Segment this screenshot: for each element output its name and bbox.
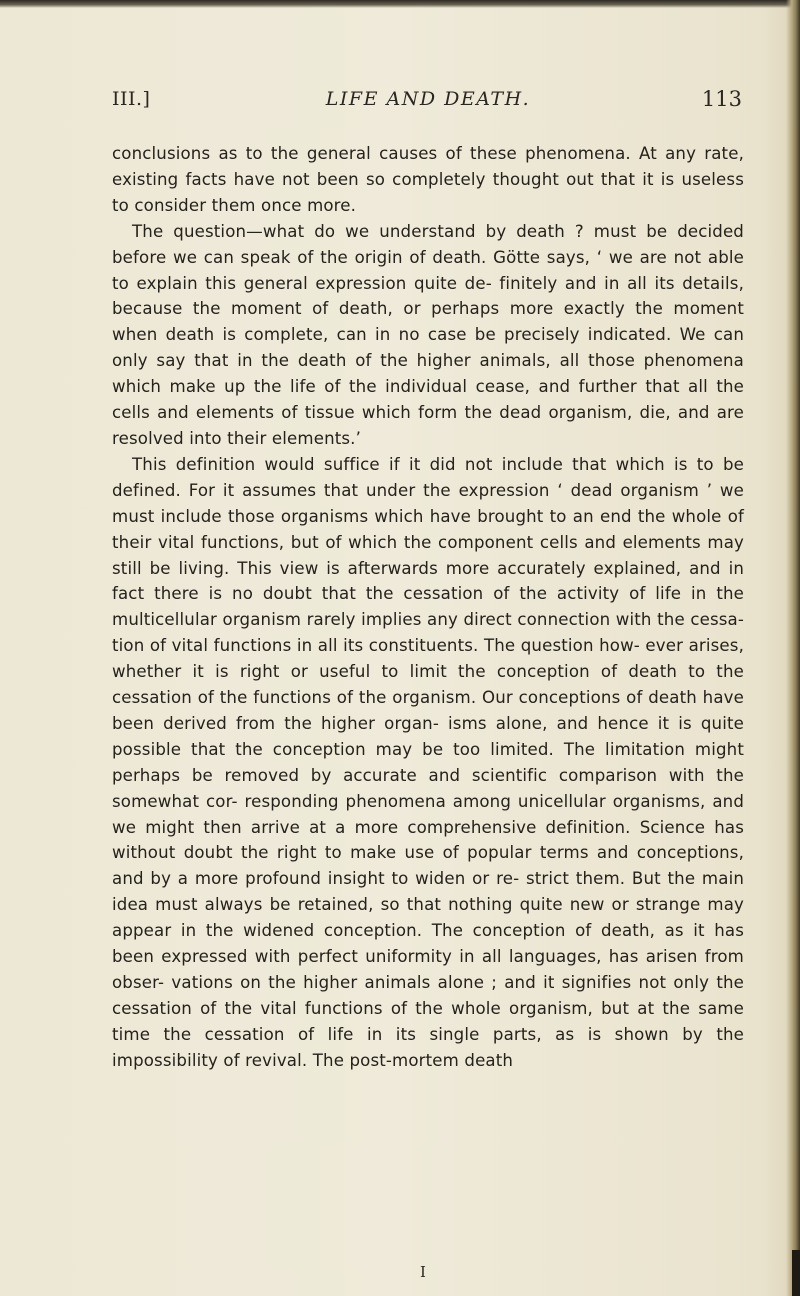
page-edge-dark-corner — [792, 1250, 800, 1296]
page-edge-shadow — [786, 0, 800, 1296]
chapter-number: III.] — [112, 88, 151, 110]
body-text — [112, 141, 744, 1074]
signature-mark: I — [420, 1263, 426, 1281]
paragraph-1: conclusions as to the general causes of these phenomena. At any rate, existing facts have not been so completely thought out that it is useless to consider them once more. — [112, 144, 744, 215]
page-number: 113 — [701, 87, 742, 111]
running-header — [112, 88, 742, 118]
scan-top-shadow — [0, 0, 800, 8]
paragraph-3: This definition would suffice if it did not include that which is to be defined. For it assumes that under the expression ‘ dead organism ’ we must include those organisms which have brought to an end the whole of their vital functions, but of which the component cells and elements may still be living. This view is afterwards more accurately explained, and in fact there is no doubt that the cessation of the activity of life in the multicellular organism rarely implies any direct connection with the cessa- tion of vital functions in all its constituents. The question how- ever arises, whether it is right or useful to limit the conception of death to the cessation of the functions of the organism. Our conceptions of death have been derived from the higher organ- isms alone, and hence it is quite possible that the conception may be too limited. The limitation might perhaps be removed by accurate and scientific comparison with the somewhat cor- responding phenomena among unicellular organisms, and we might then arrive at a more comprehensive definition. Science has without doubt the right to make use of popular terms and conceptions, and by a more profound insight to widen or re- strict them. But the main idea must always be retained, so that nothing quite new or strange may appear in the widened conception. The conception of death, as it has been expressed with perfect uniformity in all languages, has arisen from obser- vations on the higher animals alone ; and it signifies not only the cessation of the vital functions of the whole organism, but at the same time the cessation of life in its single parts, as is shown by the impossibility of revival. The post-mortem death — [112, 454, 744, 1070]
paragraph-2: The question—what do we understand by death ? must be decided before we can speak of the origin of death. Götte says, ‘ we are not able to explain this general expression quite de- finitely and in all its details, because the moment of death, or perhaps more exactly the moment when death is complete, can in no case be precisely indicated. We can only say that in the death of the higher animals, all those phenomena which make up the life of the individual cease, and further that all the cells and elements of tissue which form the dead organism, die, and are resolved into their elements.’ — [112, 221, 744, 448]
running-title: LIFE AND DEATH. — [325, 88, 531, 110]
